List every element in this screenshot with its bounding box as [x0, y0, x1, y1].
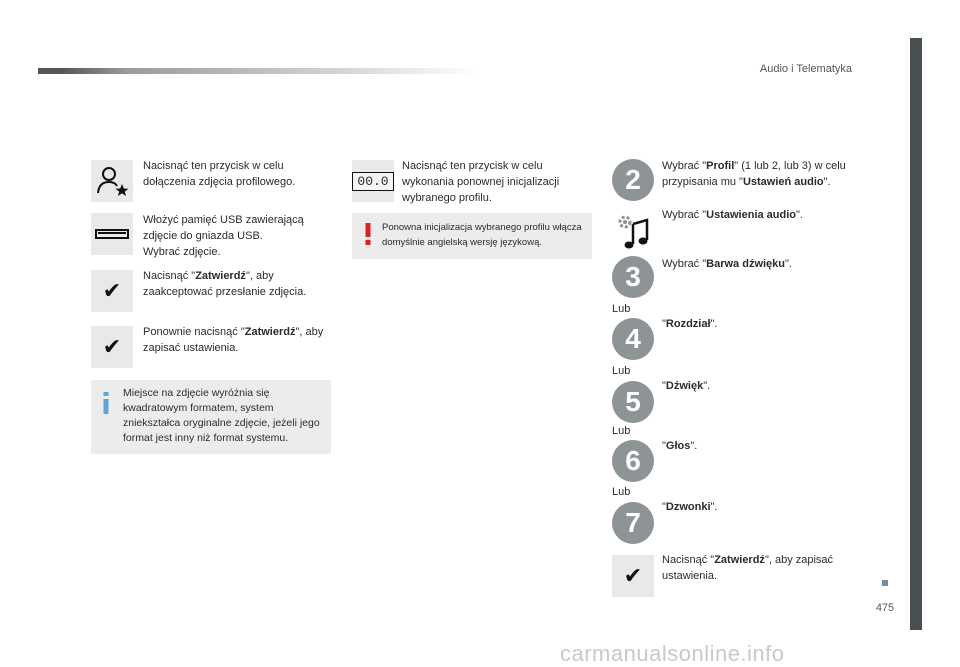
confirm-audio-button[interactable] [612, 555, 654, 597]
watermark: carmanualsonline.info [560, 641, 785, 666]
page-number: 475 [875, 602, 895, 614]
text-bold: Barwa dźwięku [706, 258, 786, 270]
text-bold: Zatwierdź [244, 326, 296, 338]
reset-profile-button[interactable] [352, 160, 394, 202]
text-bold: Profil [706, 160, 735, 172]
text-part: " [662, 440, 666, 452]
music-settings-icon [615, 212, 651, 250]
step-number-3: 3 [612, 256, 654, 298]
text-part: ". [796, 209, 803, 221]
usb-slot [91, 213, 133, 255]
step-number-7: 7 [612, 502, 654, 544]
text-bold: Zatwierdź [714, 554, 765, 566]
step-reset-text: Nacisnąć ten przycisk w celu wykonania ponownej inicjalizacji wybranego profilu. [402, 160, 560, 204]
step-6-text [662, 438, 862, 454]
profile-button[interactable] [91, 160, 133, 202]
step-final-text [662, 552, 862, 584]
reset-display-icon [352, 172, 393, 191]
audio-settings-button[interactable] [612, 210, 654, 252]
step-7-text [662, 499, 862, 515]
text-bold: Ustawienia audio [706, 209, 797, 221]
text-part: Nacisnąć " [143, 270, 196, 282]
text-part: " (1 lub 2, lub 3) w celu przypisania mu " [662, 160, 846, 188]
text-part: Nacisnąć " [662, 554, 715, 566]
step-usb-line3: Wybrać zdjęcie. [143, 246, 221, 258]
text-part: ", aby zapisać ustawienia. [143, 326, 324, 354]
text-part: ". [710, 501, 718, 513]
confirm-save-button[interactable] [91, 326, 133, 368]
text-bold: Głos [665, 440, 691, 452]
section-title: Audio i Telematyka [759, 63, 852, 75]
step-4-text [662, 316, 862, 332]
reset-icon-label: 00.0 [357, 173, 389, 189]
confirm-upload-button[interactable] [91, 270, 133, 312]
step-number-5: 5 [612, 381, 654, 423]
profile-star-icon [95, 165, 129, 197]
check-icon: ✔ [102, 334, 122, 359]
text-part: Wybrać " [662, 209, 707, 221]
text-part: ". [710, 318, 718, 330]
step-profile-text: Nacisnąć ten przycisk w celu dołączenia zdjęcia profilowego. [143, 160, 296, 188]
text-part: " [662, 501, 666, 513]
step-3-text [662, 256, 862, 272]
text-bold: Dzwonki [665, 501, 711, 513]
step-number-4: 4 [612, 318, 654, 360]
text-part: ". [823, 176, 831, 188]
text-bold: Dźwięk [665, 380, 704, 392]
or-label: Lub [612, 303, 631, 315]
text-bold: Zatwierdź [195, 270, 246, 282]
text-part: ". [785, 258, 792, 270]
header-gradient-bar [38, 68, 478, 74]
usb-slot-icon [95, 228, 129, 240]
or-label: Lub [612, 425, 631, 437]
step-usb-line2: zdjęcie do gniazda USB. [143, 230, 263, 242]
exclamation-icon [365, 223, 371, 245]
text-part: Wybrać " [662, 258, 707, 270]
step-confirm-upload-text [143, 268, 328, 300]
text-part: Wybrać " [662, 160, 707, 172]
check-icon: ✔ [102, 278, 122, 303]
step-confirm-save-text [143, 324, 333, 356]
step-5-text [662, 378, 862, 394]
warning-note-text: Ponowna inicjalizacja wybranego profilu włącza domyślnie angielską wersję językową. [382, 222, 582, 248]
check-icon: ✔ [623, 563, 643, 588]
page-marker [882, 580, 888, 586]
info-note [91, 380, 331, 454]
step-number-2: 2 [612, 159, 654, 201]
step-number-6: 6 [612, 440, 654, 482]
text-part: ", aby zaakceptować przesłanie zdjęcia. [143, 270, 307, 298]
warning-note [352, 213, 592, 259]
text-part: Ponownie nacisnąć " [143, 326, 245, 338]
or-label: Lub [612, 486, 631, 498]
info-note-text: Miejsce na zdjęcie wyróżnia się kwadratowym formatem, system zniekształca oryginalne zdjęcie, jeżeli jego format jest inny niż format systemu. [123, 387, 320, 444]
text-bold: Rozdział [665, 318, 711, 330]
or-label: Lub [612, 365, 631, 377]
text-part: ". [703, 380, 711, 392]
text-part: " [662, 318, 666, 330]
info-icon [101, 392, 111, 414]
step-2-text [662, 158, 862, 190]
step-audio-settings-text [662, 207, 862, 223]
page-edge-bar [910, 38, 922, 630]
text-part: " [662, 380, 666, 392]
text-part: ". [690, 440, 698, 452]
step-usb-line1: Włożyć pamięć USB zawierającą [143, 214, 304, 226]
step-usb-text [143, 212, 328, 260]
text-bold: Ustawień audio [742, 176, 824, 188]
text-part: ", aby zapisać ustawienia. [662, 554, 834, 582]
